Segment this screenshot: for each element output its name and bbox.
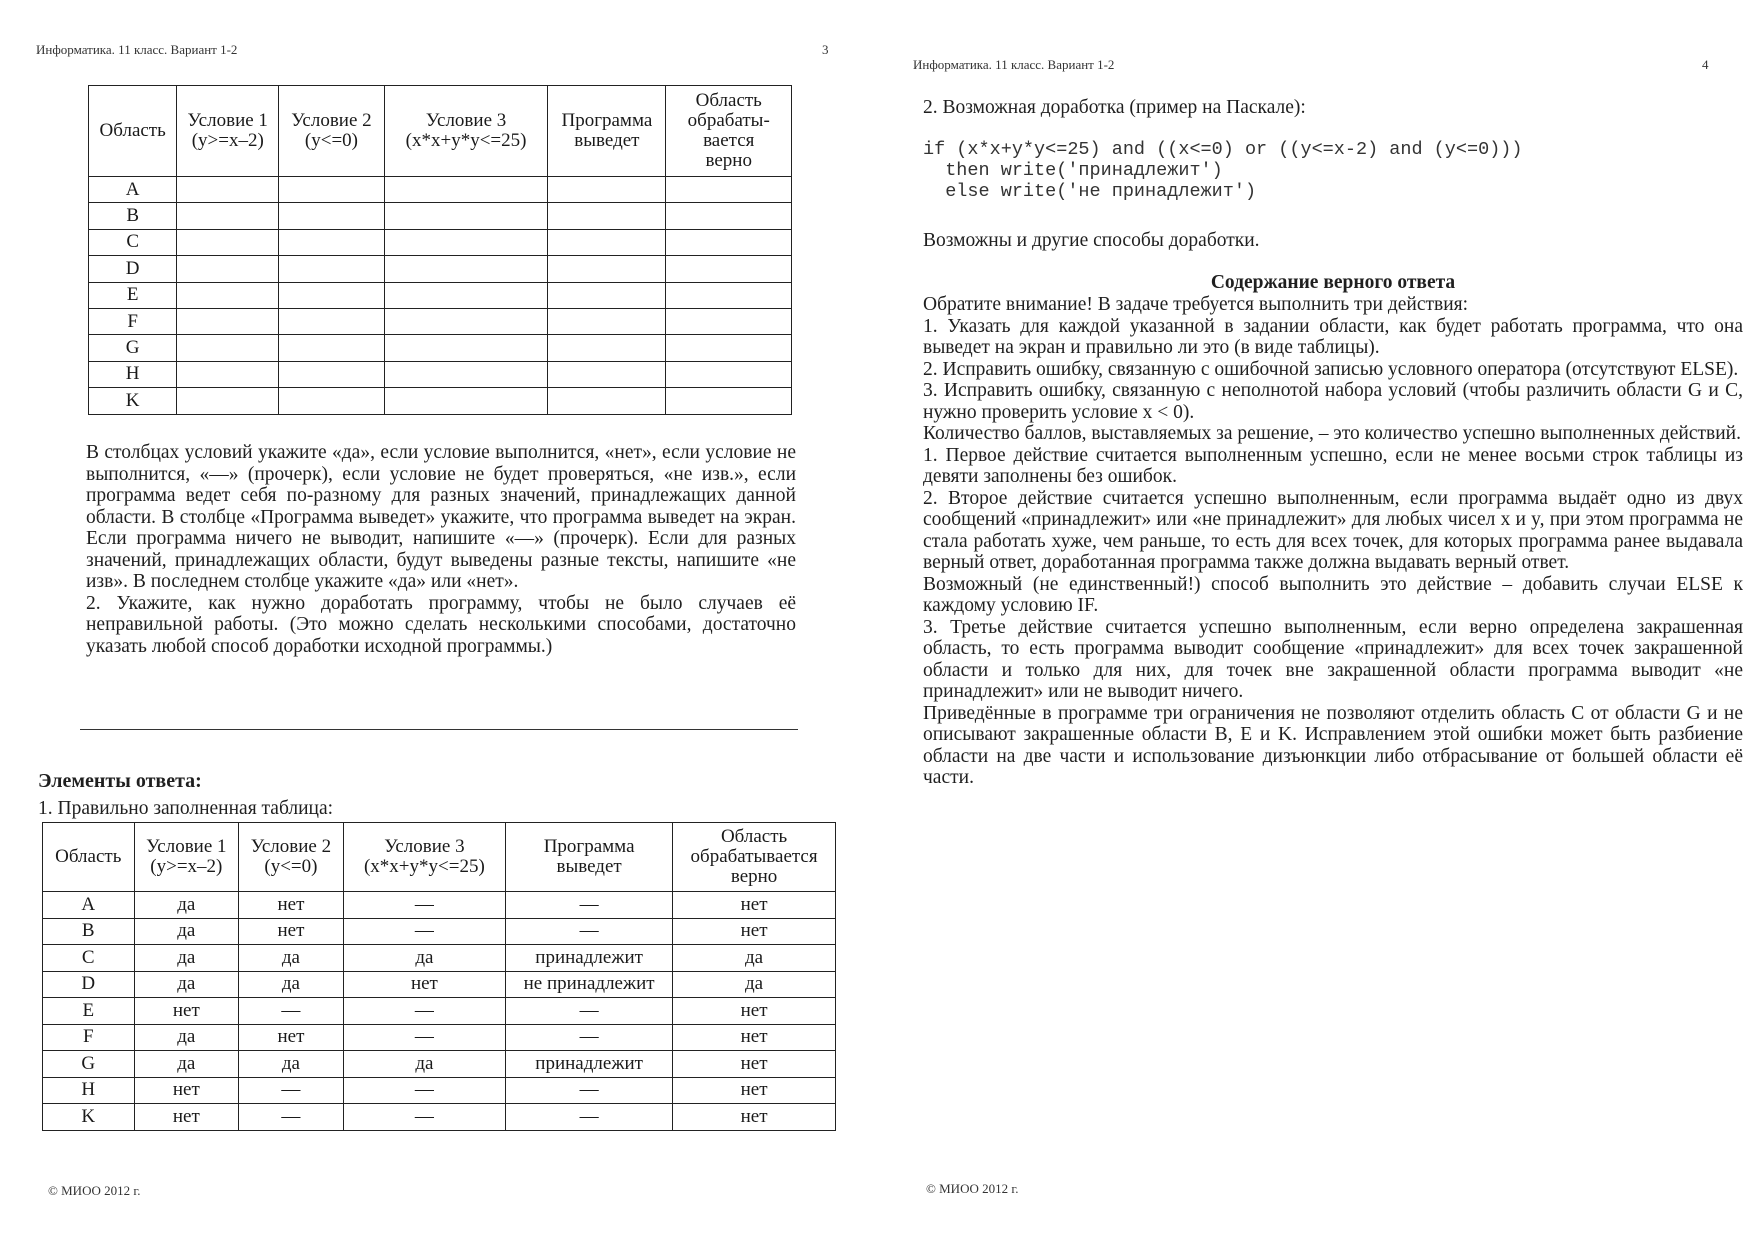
- col-header: Условие 1 (y>=x–2): [177, 86, 279, 177]
- page-header: Информатика. 11 класс. Вариант 1-2: [36, 42, 238, 57]
- col-header: Область: [43, 823, 135, 892]
- col-header: Условие 3 (x*x+y*y<=25): [343, 823, 505, 892]
- page-right: [877, 0, 1754, 1239]
- code-line: else write('не принадлежит'): [923, 181, 1257, 202]
- col-header: Условие 2 (y<=0): [279, 86, 385, 177]
- grading-paragraph: 1. Первое действие считается выполненным успешно, если не менее восьми строк таблицы из девяти заполнены без ошибок.: [923, 444, 1743, 487]
- grading-paragraph: Количество баллов, выставляемых за решение, – это количество успешно выполненных действий.: [923, 423, 1741, 444]
- other-ways-text: Возможны и другие способы доработки.: [923, 230, 1260, 251]
- content-title: Содержание верного ответа: [1210, 272, 1456, 293]
- table-row: H: [89, 361, 792, 387]
- grading-paragraph: 3. Третье действие считается успешно выполненным, если верно определена закрашенная область, то есть программа выводит сообщение «принадлежит» для всех точек закрашенной области и только для них, для точек вне закрашенной области программа выводит «не принадлежит» или не выводит ничего.: [923, 616, 1743, 702]
- answer-subtitle: 1. Правильно заполненная таблица:: [38, 798, 334, 819]
- divider: [80, 729, 798, 730]
- page-number: 3: [822, 42, 829, 57]
- grading-paragraph: 2. Исправить ошибку, связанную с ошибочной записью условного оператора (отсутствуют ELSE).: [923, 358, 1739, 380]
- table-row: F да нет — — нет: [43, 1024, 836, 1051]
- col-header: Условие 1 (y>=x–2): [134, 823, 239, 892]
- grading-paragraph: 1. Указать для каждой указанной в задании области, как будет работать программа, что она выведет на экран и правильно ли это (в виде таблицы).: [923, 315, 1743, 358]
- grading-paragraph: 2. Второе действие считается успешно выполненным, если программа выдаёт одно из двух сообщений «принадлежит» или «не принадлежит» для любых чисел x и y, при этом программа не стала работать хуже, чем раньше, то есть для всех точек, для которых программа ранее выдавала верный ответ, доработанная программа также должна выдавать верный ответ.: [923, 487, 1743, 573]
- grading-paragraph: 3. Исправить ошибку, связанную с неполнотой набора условий (чтобы различить области G и C, нужно проверить условие x < 0).: [923, 380, 1743, 423]
- page-footer: © МИОО 2012 г.: [926, 1181, 1019, 1196]
- table-row: H нет — — — нет: [43, 1077, 836, 1104]
- table-row: G да да да принадлежит нет: [43, 1051, 836, 1078]
- table-row: F: [89, 308, 792, 334]
- table-row: C да да да принадлежит да: [43, 945, 836, 972]
- fix-title: 2. Возможная доработка (пример на Паскале):: [923, 97, 1306, 118]
- instructions-paragraph: 2. Укажите, как нужно доработать программу, чтобы не было случаев её неправильной работы. (Это можно сделать несколькими способами, достаточно указать любой способ доработки исходной программы.): [86, 592, 796, 657]
- answer-title: Элементы ответа:: [38, 770, 202, 792]
- col-header: Условие 3 (x*x+y*y<=25): [384, 86, 548, 177]
- grading-text: [923, 294, 1743, 789]
- code-line: if (x*x+y*y<=25) and ((x<=0) or ((y<=x-2) and (y<=0))): [923, 139, 1523, 160]
- code-block: [923, 139, 1523, 202]
- table-row: C: [89, 229, 792, 255]
- col-header: Условие 2 (y<=0): [239, 823, 344, 892]
- instructions-paragraph: В столбцах условий укажите «да», если условие выполнится, «нет», если условие не выполнится, «—» (прочерк), если условие не будет проверяться, «не изв.», если программа ведет себя по-разному для разных значений, принадлежащих данной области. В столбце «Программа выведет» укажите, что программа выведет на экран. Если программа ничего не выводит, напишите «—» (прочерк). Если для разных значений, принадлежащих области, будут выведены разные тексты, напишите «не изв». В последнем столбце укажите «да» или «нет».: [86, 442, 796, 592]
- col-header: Программа выведет: [548, 86, 666, 177]
- table-header-row: [43, 823, 836, 892]
- grading-paragraph: Возможный (не единственный!) способ выполнить это действие – добавить случаи ELSE к каждому условию IF.: [923, 573, 1743, 616]
- col-header: Область обрабатывается верно: [673, 823, 836, 892]
- page-header: Информатика. 11 класс. Вариант 1-2: [913, 57, 1115, 72]
- filled-answer-table: [42, 822, 836, 1131]
- table-row: E нет — — — нет: [43, 998, 836, 1025]
- table-row: K нет — — — нет: [43, 1104, 836, 1131]
- table-row: D: [89, 256, 792, 282]
- table-header-row: [89, 86, 792, 177]
- blank-answer-table: [88, 85, 792, 415]
- page-number: 4: [1702, 57, 1709, 72]
- table-row: A да нет — — нет: [43, 892, 836, 919]
- grading-paragraph: Приведённые в программе три ограничения не позволяют отделить область C от области G и не описывают закрашенные области B, E и K. Исправлением этой ошибки может быть разбиение области на две части и использование дизъюнкции либо отбрасывание от большей области её части.: [923, 702, 1743, 788]
- table-row: B да нет — — нет: [43, 918, 836, 945]
- code-line: then write('принадлежит'): [923, 160, 1223, 181]
- table-row: A: [89, 177, 792, 203]
- table-row: B: [89, 203, 792, 229]
- table-row: E: [89, 282, 792, 308]
- instructions: [86, 442, 796, 657]
- col-header: Область: [89, 86, 177, 177]
- table-row: K: [89, 388, 792, 414]
- col-header: Программа выведет: [506, 823, 673, 892]
- table-row: G: [89, 335, 792, 361]
- table-row: D да да нет не принадлежит да: [43, 971, 836, 998]
- page-footer: © МИОО 2012 г.: [48, 1183, 141, 1198]
- col-header: Область обрабаты- вается верно: [666, 86, 792, 177]
- grading-paragraph: Обратите внимание! В задаче требуется выполнить три действия:: [923, 294, 1469, 315]
